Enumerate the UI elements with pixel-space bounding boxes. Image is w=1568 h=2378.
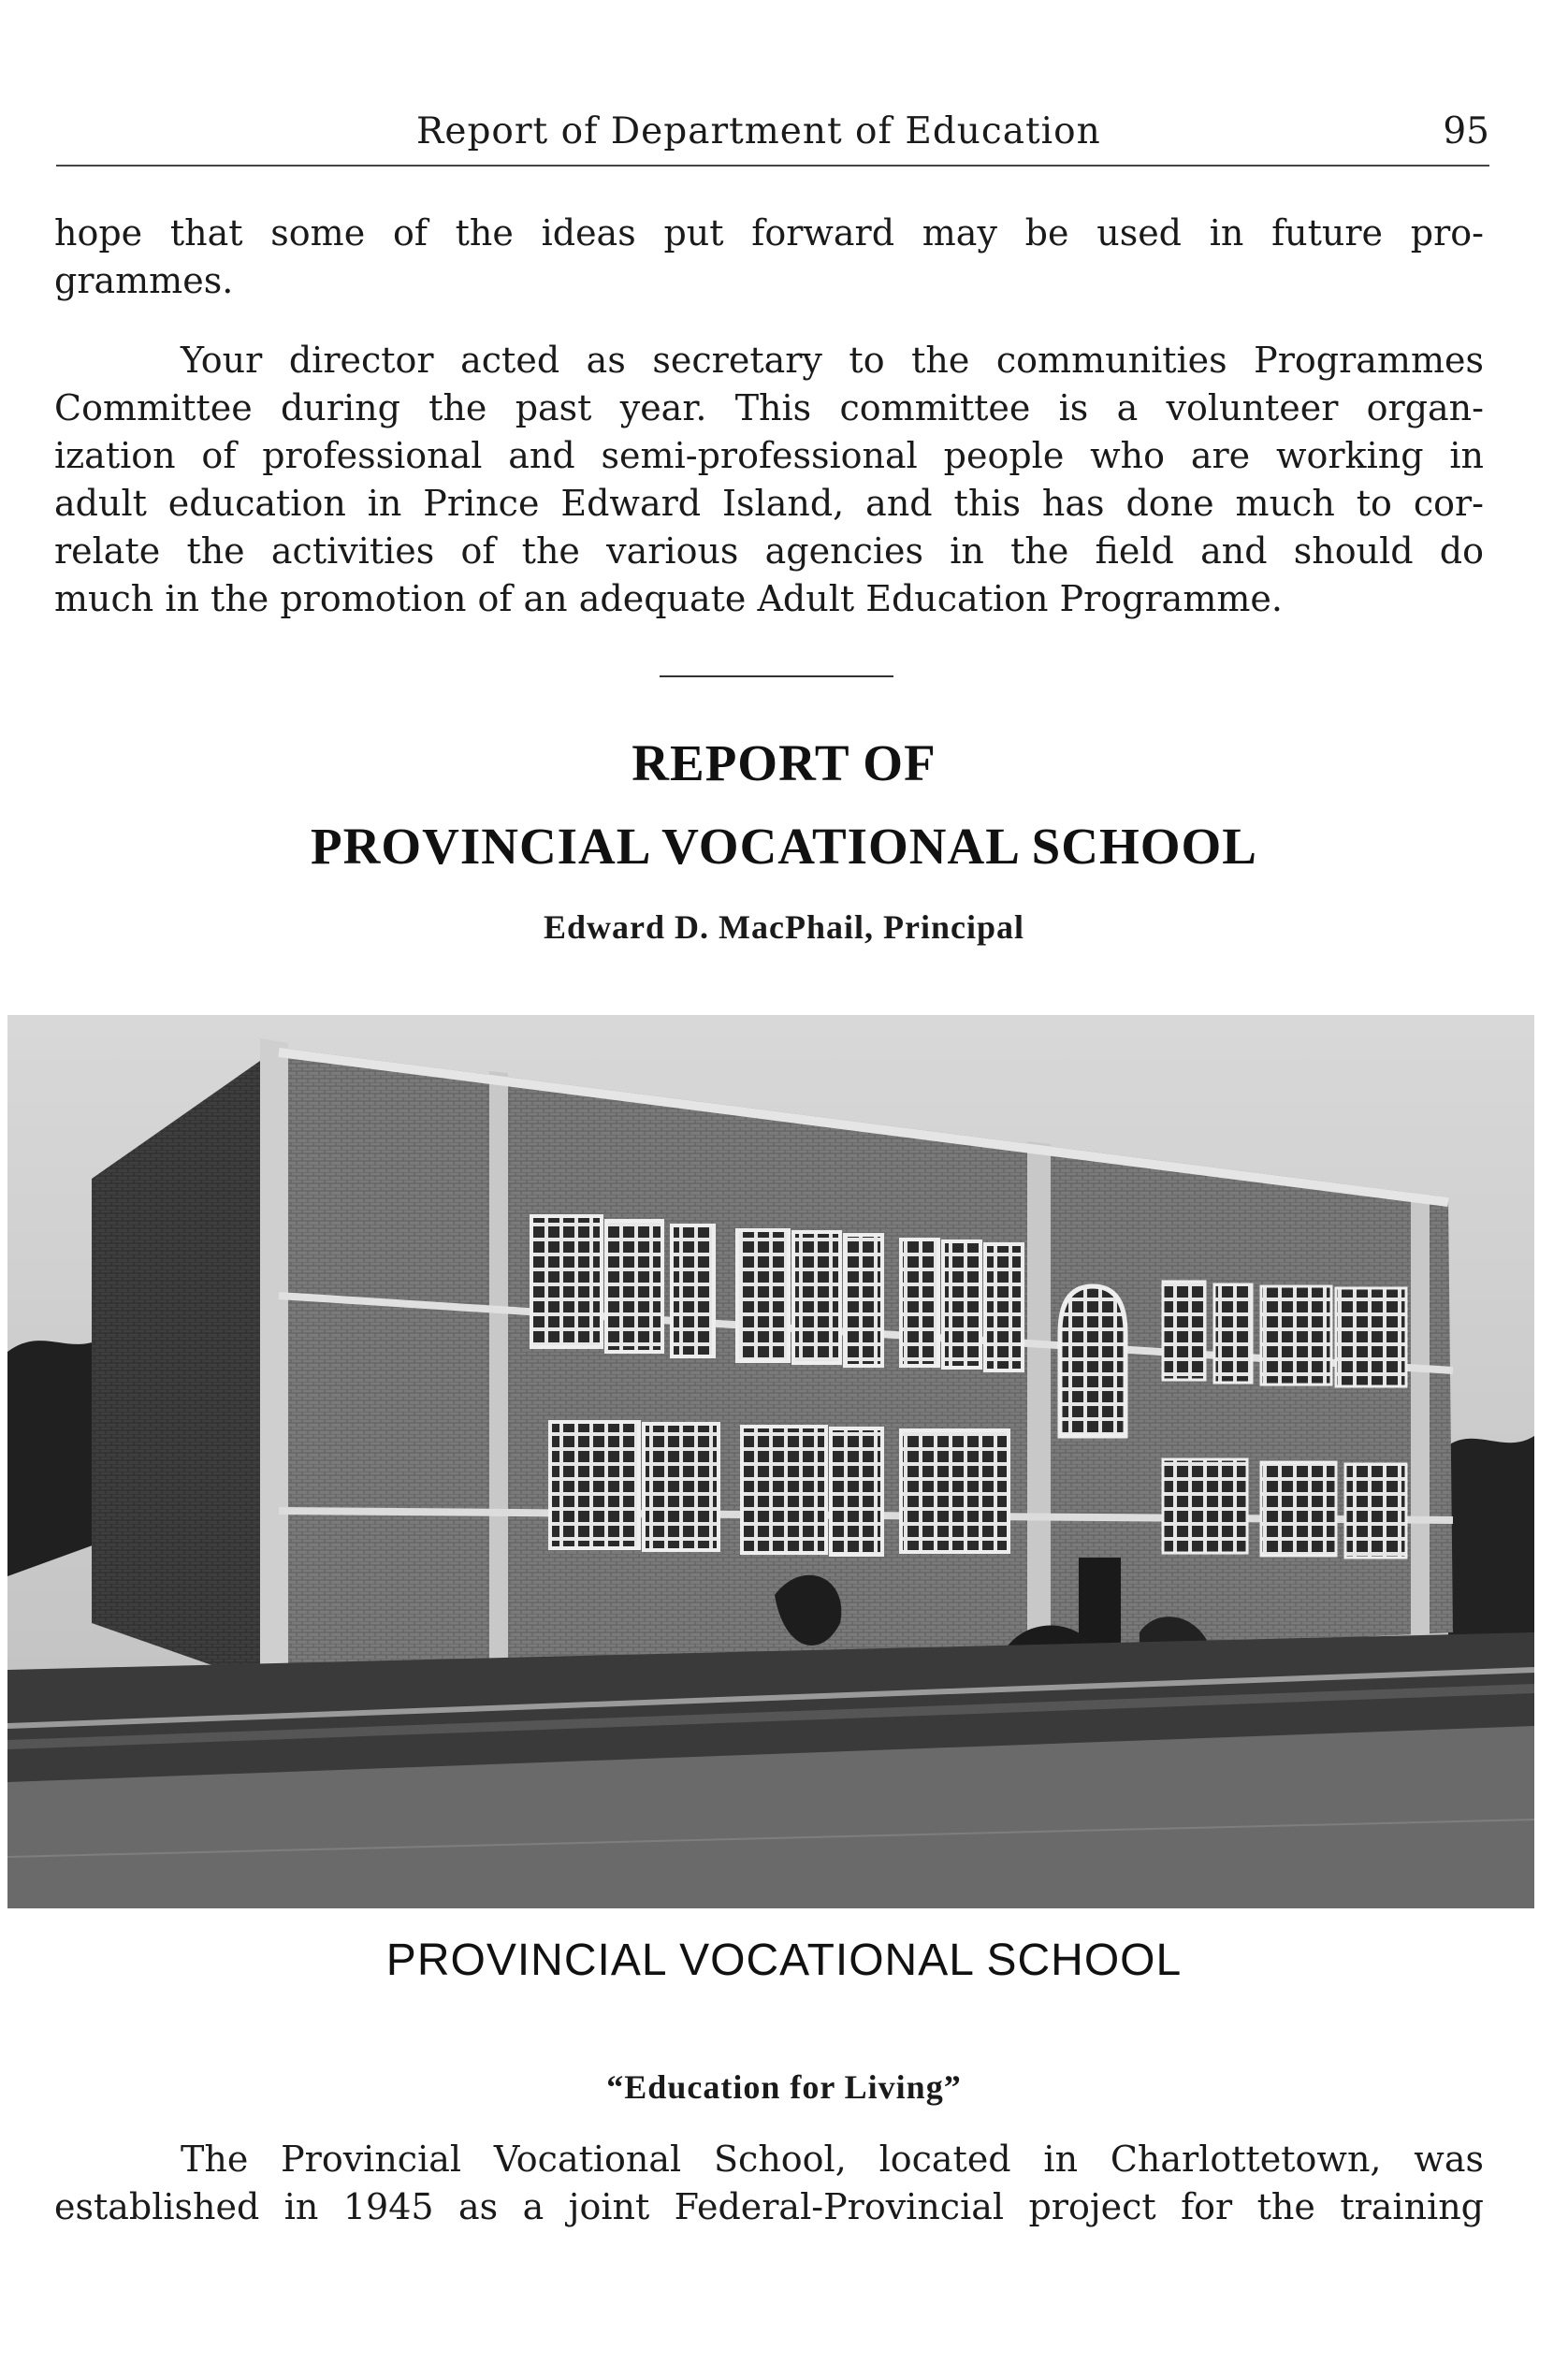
photo-caption: PROVINCIAL VOCATIONAL SCHOOL	[385, 1936, 1183, 1985]
paragraph-line: relate the activities of the various agencies in the field and should do	[54, 530, 1484, 572]
section-divider	[660, 675, 893, 677]
paragraph-line: The Provincial Vocational School, located in Charlottetown, was	[181, 2139, 1484, 2180]
paragraph-line: much in the promotion of an adequate Adult Education Programme.	[54, 578, 1283, 619]
paragraph-2	[54, 337, 1484, 623]
section-title-line-1: REPORT OF	[632, 734, 936, 791]
section-byline: Edward D. MacPhail, Principal	[544, 908, 1024, 946]
paragraph-1	[54, 210, 1484, 305]
paragraph-line: Your director acted as secretary to the communities Programmes	[181, 340, 1484, 381]
running-head-title: Report of Department of Education	[416, 110, 1101, 152]
paragraph-line: grammes.	[54, 260, 234, 301]
paragraph-line: hope that some of the ideas put forward may be used in future pro-	[54, 212, 1484, 254]
motto: “Education for Living”	[606, 2068, 962, 2106]
paragraph-line: ization of professional and semi-professional people who are working in	[54, 435, 1484, 476]
paragraph-line: adult education in Prince Edward Island, and this has done much to cor-	[54, 483, 1484, 524]
paragraph-3	[54, 2136, 1484, 2231]
school-building-photo	[7, 1015, 1534, 1908]
running-head	[56, 110, 1489, 167]
page-number: 95	[1443, 110, 1489, 152]
paragraph-line: established in 1945 as a joint Federal-Provincial project for the training	[54, 2186, 1484, 2227]
paragraph-line: Committee during the past year. This committee is a volunteer organ-	[54, 387, 1484, 428]
section-title-line-2: PROVINCIAL VOCATIONAL SCHOOL	[311, 818, 1257, 875]
header-rule	[56, 165, 1489, 167]
